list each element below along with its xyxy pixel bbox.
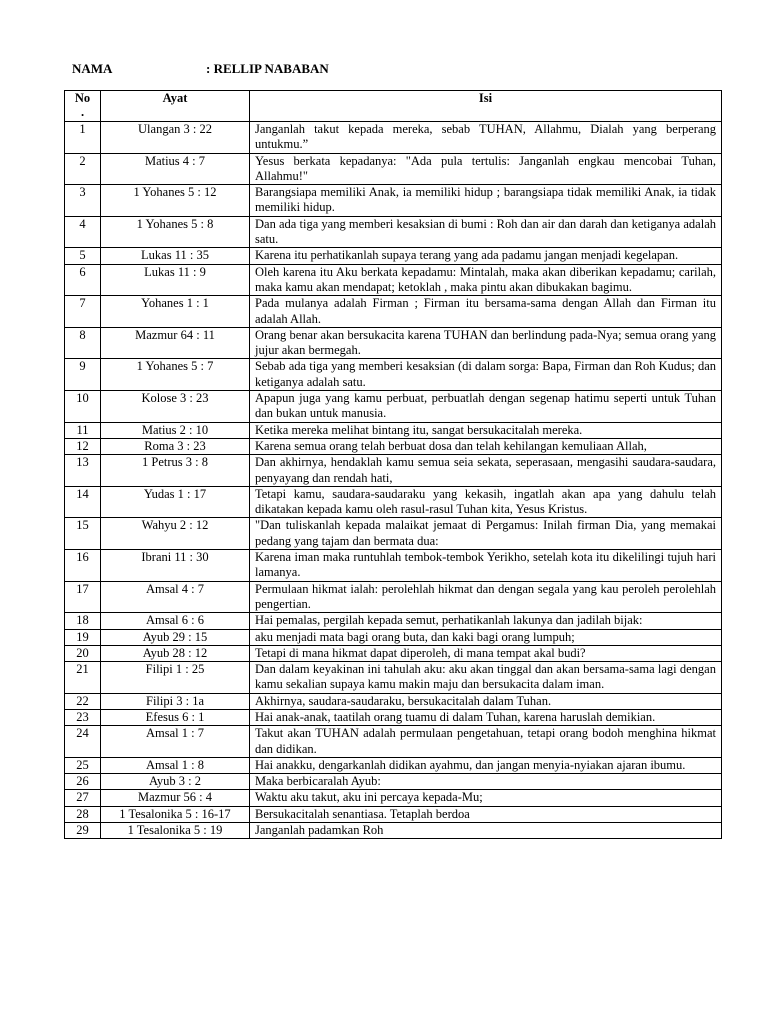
table-row — [65, 122, 722, 154]
table-row — [65, 391, 722, 423]
row-verse-reference: 1 Petrus 3 : 8 — [101, 455, 250, 487]
column-header-no: No . — [65, 91, 101, 122]
table-row — [65, 327, 722, 359]
row-verse-reference: Ulangan 3 : 22 — [101, 122, 250, 154]
row-verse-reference: 1 Yohanes 5 : 7 — [101, 359, 250, 391]
table-row — [65, 248, 722, 264]
row-verse-reference: Ibrani 11 : 30 — [101, 550, 250, 582]
row-verse-text: Maka berbicaralah Ayub: — [250, 774, 722, 790]
table-row — [65, 790, 722, 806]
row-verse-reference: Filipi 1 : 25 — [101, 662, 250, 694]
table-row — [65, 185, 722, 217]
row-number: 27 — [65, 790, 101, 806]
row-number: 20 — [65, 645, 101, 661]
row-number: 11 — [65, 422, 101, 438]
row-verse-text: Sebab ada tiga yang memberi kesaksian (di dalam sorga: Bapa, Firman dan Roh Kudus; dan ketiganya adalah satu. — [250, 359, 722, 391]
row-verse-text: Barangsiapa memiliki Anak, ia memiliki hidup ; barangsiapa tidak memiliki Anak, ia tidak memiliki hidup. — [250, 185, 722, 217]
table-row — [65, 296, 722, 328]
table-row — [65, 709, 722, 725]
row-verse-reference: Lukas 11 : 35 — [101, 248, 250, 264]
row-verse-reference: Kolose 3 : 23 — [101, 391, 250, 423]
row-verse-text: Janganlah padamkan Roh — [250, 823, 722, 839]
row-verse-reference: 1 Yohanes 5 : 8 — [101, 216, 250, 248]
row-number: 6 — [65, 264, 101, 296]
row-verse-reference: 1 Tesalonika 5 : 16-17 — [101, 806, 250, 822]
table-row — [65, 438, 722, 454]
row-verse-text: Dan ada tiga yang memberi kesaksian di bumi : Roh dan air dan darah dan ketiganya adalah satu. — [250, 216, 722, 248]
row-verse-reference: Mazmur 56 : 4 — [101, 790, 250, 806]
row-number: 29 — [65, 823, 101, 839]
row-verse-reference: Amsal 4 : 7 — [101, 581, 250, 613]
table-row — [65, 645, 722, 661]
table-row — [65, 486, 722, 518]
row-verse-reference: Lukas 11 : 9 — [101, 264, 250, 296]
row-verse-text: Waktu aku takut, aku ini percaya kepada-Mu; — [250, 790, 722, 806]
row-number: 5 — [65, 248, 101, 264]
table-row — [65, 823, 722, 839]
column-header-ayat: Ayat — [101, 91, 250, 122]
row-verse-text: Hai pemalas, pergilah kepada semut, perhatikanlah lakunya dan jadilah bijak: — [250, 613, 722, 629]
row-verse-reference: Ayub 29 : 15 — [101, 629, 250, 645]
row-number: 16 — [65, 550, 101, 582]
row-number: 22 — [65, 693, 101, 709]
row-verse-reference: Amsal 1 : 8 — [101, 757, 250, 773]
row-verse-text: Janganlah takut kepada mereka, sebab TUHAN, Allahmu, Dialah yang berperang untukmu.” — [250, 122, 722, 154]
row-verse-text: Orang benar akan bersukacita karena TUHAN dan berlindung pada-Nya; semua orang yang jujur akan bermegah. — [250, 327, 722, 359]
row-number: 14 — [65, 486, 101, 518]
row-number: 10 — [65, 391, 101, 423]
row-verse-reference: Matius 2 : 10 — [101, 422, 250, 438]
row-verse-text: Bersukacitalah senantiasa. Tetaplah berdoa — [250, 806, 722, 822]
table-row — [65, 216, 722, 248]
row-verse-reference: Efesus 6 : 1 — [101, 709, 250, 725]
row-verse-text: Apapun juga yang kamu perbuat, perbuatlah dengan segenap hatimu seperti untuk Tuhan dan bukan untuk manusia. — [250, 391, 722, 423]
row-verse-reference: 1 Yohanes 5 : 12 — [101, 185, 250, 217]
row-verse-text: Hai anak-anak, taatilah orang tuamu di dalam Tuhan, karena haruslah demikian. — [250, 709, 722, 725]
row-verse-reference: Amsal 1 : 7 — [101, 726, 250, 758]
row-verse-reference: Ayub 28 : 12 — [101, 645, 250, 661]
name-value: : RELLIP NABABAN — [206, 61, 329, 76]
row-number: 21 — [65, 662, 101, 694]
row-number: 8 — [65, 327, 101, 359]
row-verse-reference: Matius 4 : 7 — [101, 153, 250, 185]
name-label: NAMA — [72, 61, 113, 76]
row-number: 25 — [65, 757, 101, 773]
row-number: 13 — [65, 455, 101, 487]
row-number: 4 — [65, 216, 101, 248]
table-row — [65, 726, 722, 758]
row-verse-text: Yesus berkata kepadanya: "Ada pula tertulis: Janganlah engkau mencobai Tuhan, Allahmu!" — [250, 153, 722, 185]
row-verse-reference: Mazmur 64 : 11 — [101, 327, 250, 359]
row-verse-text: Ketika mereka melihat bintang itu, sangat bersukacitalah mereka. — [250, 422, 722, 438]
table-row — [65, 662, 722, 694]
row-verse-reference: 1 Tesalonika 5 : 19 — [101, 823, 250, 839]
table-row — [65, 581, 722, 613]
row-verse-reference: Amsal 6 : 6 — [101, 613, 250, 629]
verse-table — [64, 90, 722, 839]
table-row — [65, 613, 722, 629]
row-verse-text: Oleh karena itu Aku berkata kepadamu: Mintalah, maka akan diberikan kepadamu; carilah, maka kamu akan mendapat; ketoklah , maka pintu akan dibukakan bagimu. — [250, 264, 722, 296]
table-row — [65, 774, 722, 790]
table-row — [65, 359, 722, 391]
row-verse-reference: Wahyu 2 : 12 — [101, 518, 250, 550]
table-row — [65, 629, 722, 645]
row-verse-reference: Ayub 3 : 2 — [101, 774, 250, 790]
table-row — [65, 153, 722, 185]
row-number: 15 — [65, 518, 101, 550]
row-number: 2 — [65, 153, 101, 185]
row-verse-text: "Dan tuliskanlah kepada malaikat jemaat di Pergamus: Inilah firman Dia, yang memakai pedang yang tajam dan bermata dua: — [250, 518, 722, 550]
row-number: 17 — [65, 581, 101, 613]
row-number: 3 — [65, 185, 101, 217]
row-number: 19 — [65, 629, 101, 645]
row-number: 9 — [65, 359, 101, 391]
row-verse-text: Dan dalam keyakinan ini tahulah aku: aku akan tinggal dan akan bersama-sama lagi dengan kamu sekalian supaya kamu makin maju dan bersukacita dalam iman. — [250, 662, 722, 694]
row-verse-text: Karena itu perhatikanlah supaya terang yang ada padamu jangan menjadi kegelapan. — [250, 248, 722, 264]
row-verse-text: Permulaan hikmat ialah: perolehlah hikmat dan dengan segala yang kau peroleh perolehlah pengertian. — [250, 581, 722, 613]
row-number: 1 — [65, 122, 101, 154]
table-body — [65, 122, 722, 839]
table-row — [65, 264, 722, 296]
row-number: 12 — [65, 438, 101, 454]
row-verse-text: Karena iman maka runtuhlah tembok-tembok Yerikho, setelah kota itu dikelilingi tujuh hari lamanya. — [250, 550, 722, 582]
table-row — [65, 550, 722, 582]
row-verse-text: aku menjadi mata bagi orang buta, dan kaki bagi orang lumpuh; — [250, 629, 722, 645]
table-row — [65, 518, 722, 550]
row-number: 26 — [65, 774, 101, 790]
table-row — [65, 422, 722, 438]
row-verse-text: Karena semua orang telah berbuat dosa dan telah kehilangan kemuliaan Allah, — [250, 438, 722, 454]
table-row — [65, 757, 722, 773]
table-row — [65, 693, 722, 709]
table-row — [65, 806, 722, 822]
row-number: 7 — [65, 296, 101, 328]
row-verse-reference: Yudas 1 : 17 — [101, 486, 250, 518]
row-verse-text: Akhirnya, saudara-saudaraku, bersukacitalah dalam Tuhan. — [250, 693, 722, 709]
row-number: 23 — [65, 709, 101, 725]
row-verse-text: Tetapi di mana hikmat dapat diperoleh, di mana tempat akal budi? — [250, 645, 722, 661]
row-number: 18 — [65, 613, 101, 629]
row-verse-reference: Yohanes 1 : 1 — [101, 296, 250, 328]
row-verse-text: Tetapi kamu, saudara-saudaraku yang kekasih, ingatlah akan apa yang dahulu telah dikatakan kepada kamu oleh rasul-rasul Tuhan kita, Yesus Kristus. — [250, 486, 722, 518]
row-verse-reference: Roma 3 : 23 — [101, 438, 250, 454]
column-header-isi: Isi — [250, 91, 722, 122]
table-row — [65, 455, 722, 487]
row-number: 28 — [65, 806, 101, 822]
row-verse-text: Hai anakku, dengarkanlah didikan ayahmu, dan jangan menyia-nyiakan ajaran ibumu. — [250, 757, 722, 773]
name-header — [72, 61, 329, 77]
row-number: 24 — [65, 726, 101, 758]
row-verse-text: Dan akhirnya, hendaklah kamu semua seia sekata, seperasaan, mengasihi saudara-saudara, penyayang dan rendah hati, — [250, 455, 722, 487]
row-verse-text: Pada mulanya adalah Firman ; Firman itu bersama-sama dengan Allah dan Firman itu adalah Allah. — [250, 296, 722, 328]
row-verse-text: Takut akan TUHAN adalah permulaan pengetahuan, tetapi orang bodoh menghina hikmat dan didikan. — [250, 726, 722, 758]
row-verse-reference: Filipi 3 : 1a — [101, 693, 250, 709]
table-header-row — [65, 91, 722, 122]
